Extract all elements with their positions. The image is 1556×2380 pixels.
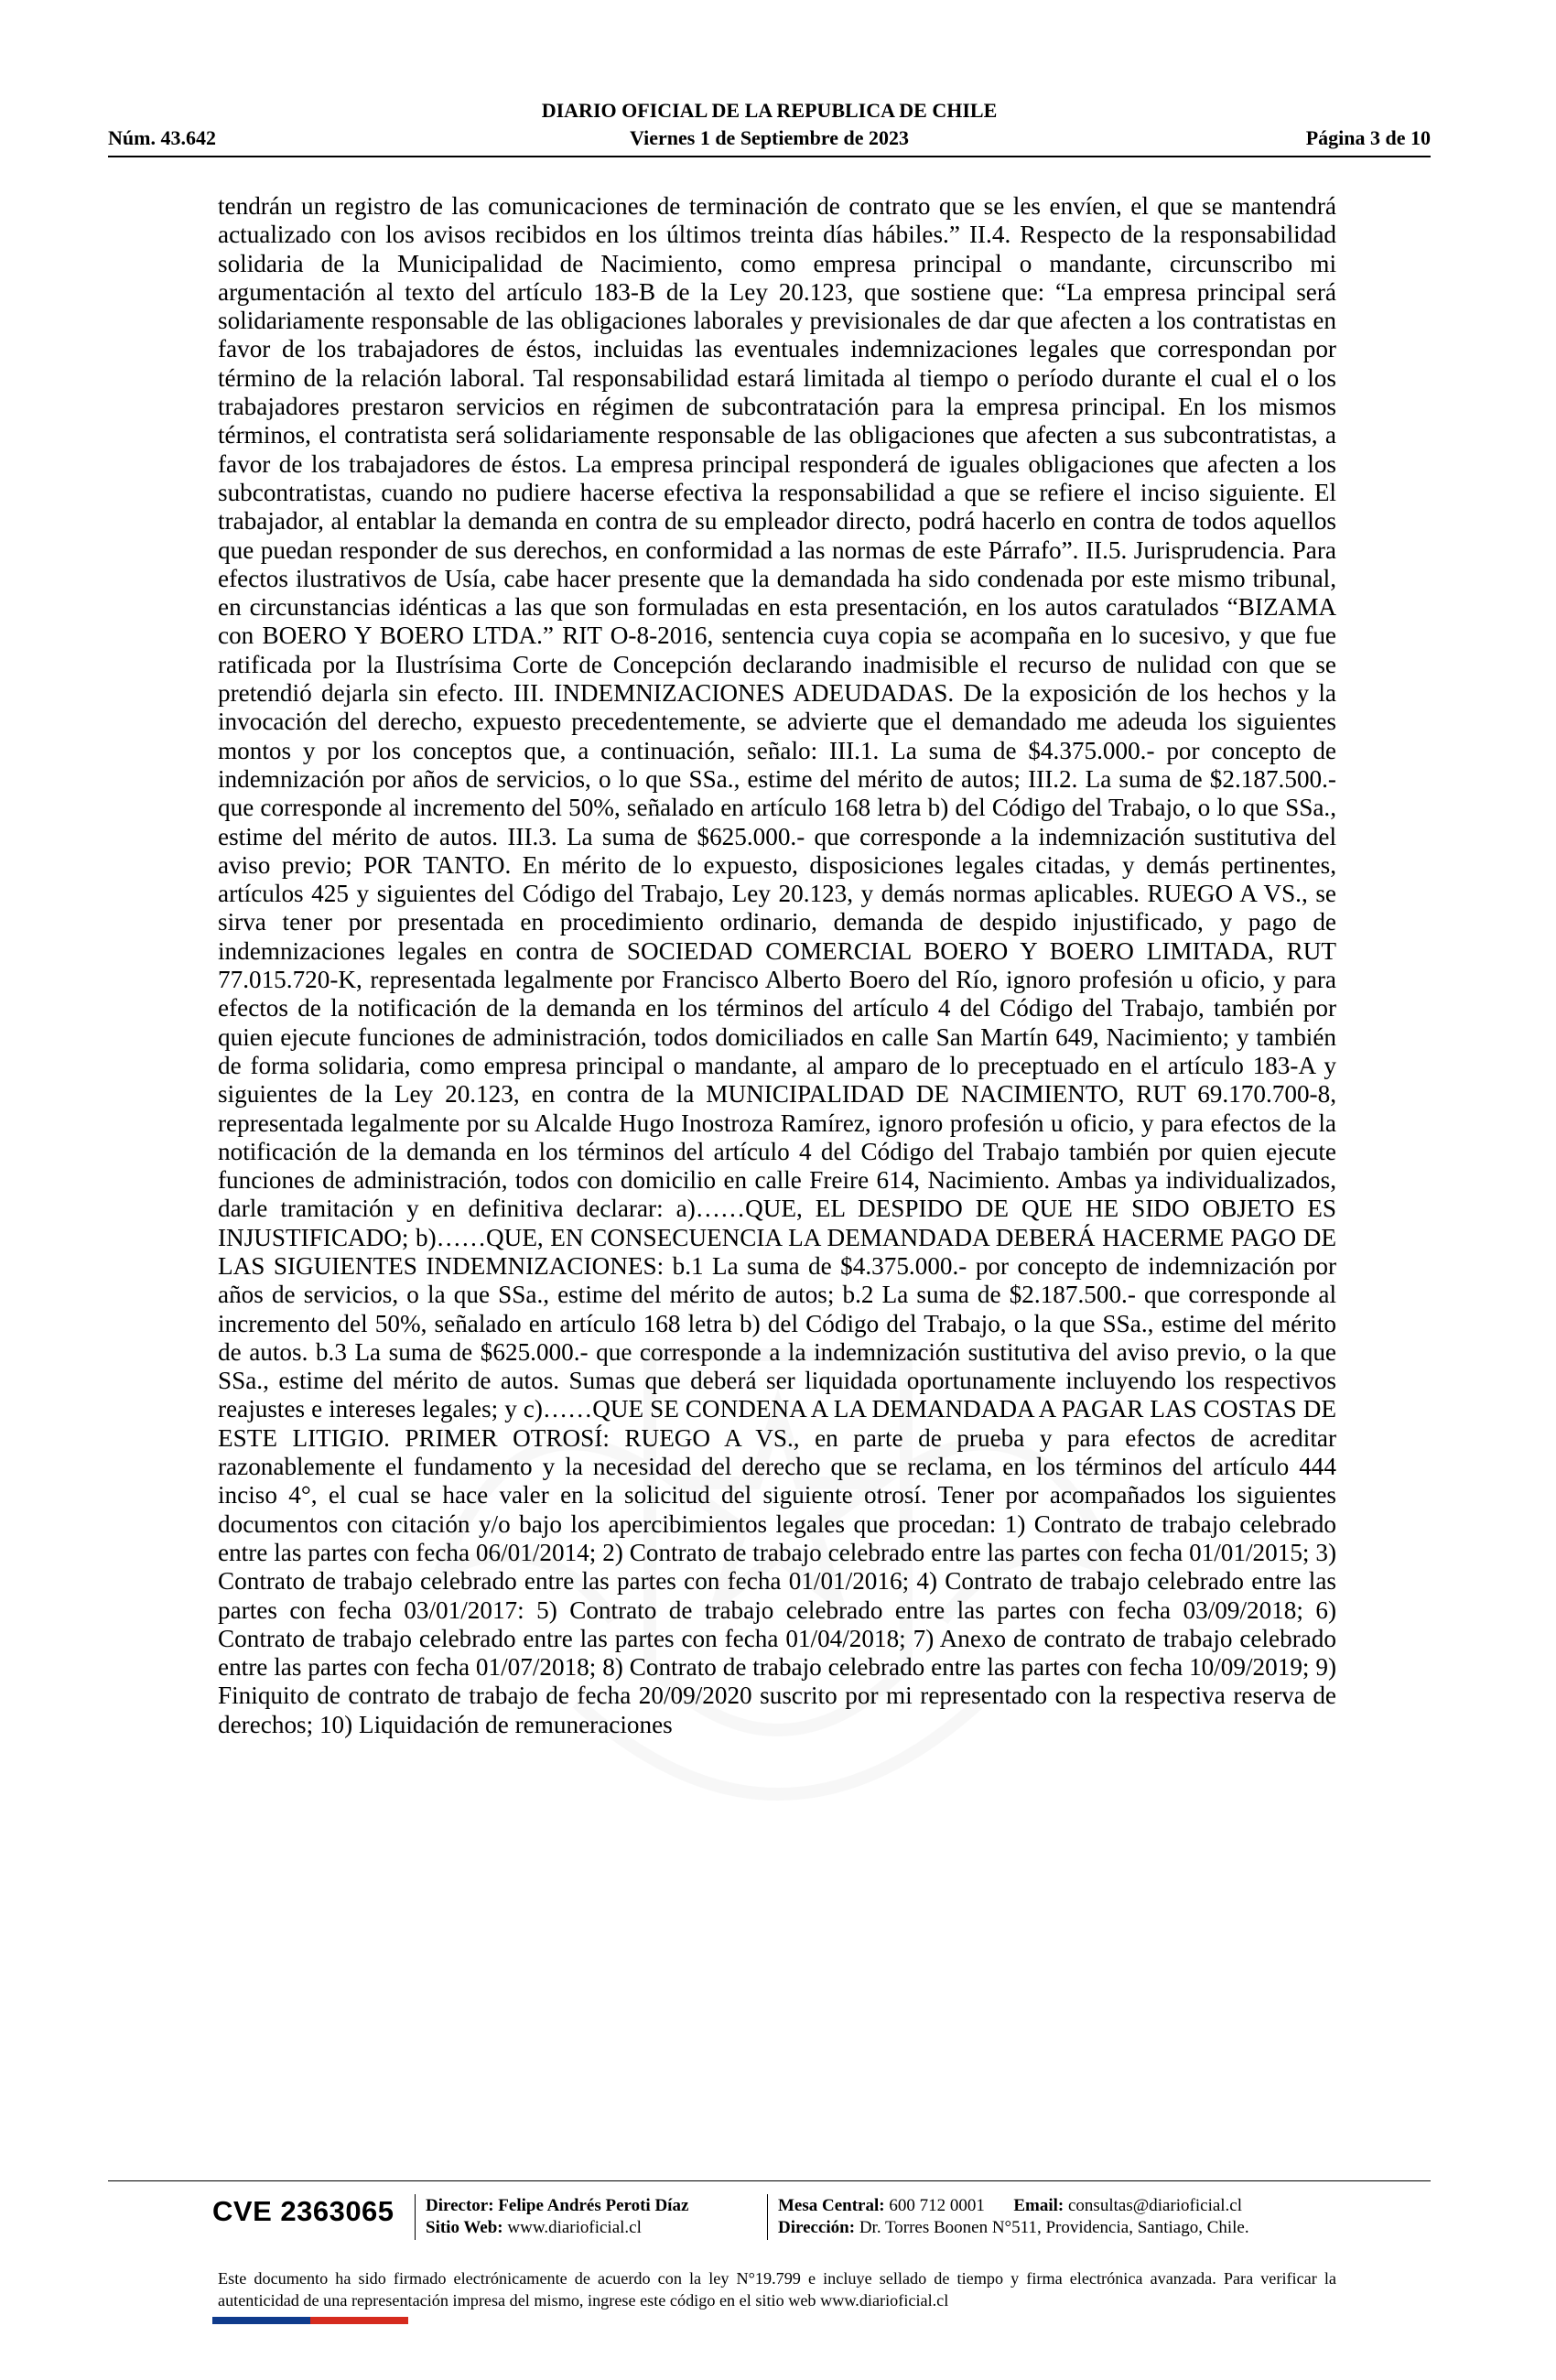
phone-label: Mesa Central: xyxy=(778,2196,885,2215)
phone-value: 600 712 0001 xyxy=(889,2196,985,2215)
email-link[interactable]: consultas@diarioficial.cl xyxy=(1068,2196,1243,2215)
director-label: Director: xyxy=(426,2196,494,2215)
footer-separator xyxy=(415,2194,416,2240)
footer-contact-block xyxy=(778,2195,1249,2239)
page-header xyxy=(108,92,1431,163)
email-label: Email: xyxy=(1013,2196,1064,2215)
flag-color-bar xyxy=(212,2317,408,2324)
footer-divider xyxy=(108,2180,1431,2181)
flag-blue-segment xyxy=(212,2317,310,2324)
footer-director-block xyxy=(426,2195,688,2239)
address-label: Dirección: xyxy=(778,2218,856,2237)
electronic-signature-note: Este documento ha sido firmado electrónicamente de acuerdo con la ley N°19.799 e incluye sellado de tiempo y firma electrónica avanzada. Para verificar la autenticidad de una representación impresa del mismo, ingrese este código en el sitio web www.diarioficial.cl xyxy=(218,2269,1336,2310)
cve-code: CVE 2363065 xyxy=(212,2195,394,2227)
header-divider xyxy=(108,156,1431,157)
issue-number: Núm. 43.642 xyxy=(108,126,216,149)
publication-date: Viernes 1 de Septiembre de 2023 xyxy=(630,126,909,149)
website-link[interactable]: www.diarioficial.cl xyxy=(507,2218,642,2237)
director-name: Felipe Andrés Peroti Díaz xyxy=(498,2196,689,2215)
document-body: tendrán un registro de las comunicaciones de terminación de contrato que se les envíen, el que se mantendrá actualizado con los avisos recibidos en los últimos treinta días hábiles.” II.4. Respecto de la responsabilidad solidaria de la Municipalidad de Nacimiento, como empresa principal o mandante, circunscribo mi argumentación al texto del artículo 183-B de la Ley 20.123, que sostiene que: “La empresa principal será solidariamente responsable de las obligaciones laborales y previsionales de dar que afecten a los contratistas en favor de los trabajadores de éstos, incluidas las eventuales indemnizaciones legales que correspondan por término de la relación laboral. Tal responsabilidad estará limitada al tiempo o período durante el cual el o los trabajadores prestaron servicios en régimen de subcontratación para la empresa principal. En los mismos términos, el contratista será solidariamente responsable de las obligaciones que afecten a sus subcontratistas, a favor de los trabajadores de éstos. La empresa principal responderá de iguales obligaciones que afecten a los subcontratistas, cuando no pudiere hacerse efectiva la responsabilidad a que se refiere el inciso siguiente. El trabajador, al entablar la demanda en contra de su empleador directo, podrá hacerlo en contra de todos aquellos que puedan responder de sus derechos, en conformidad a las normas de este Párrafo”. II.5. Jurisprudencia. Para efectos ilustrativos de Usía, cabe hacer presente que la demandada ha sido condenada por este mismo tribunal, en circunstancias idénticas a las que son formuladas en esta presentación, en los autos caratulados “BIZAMA con BOERO Y BOERO LTDA.” RIT O-8-2016, sentencia cuya copia se acompaña en lo sucesivo, y que fue ratificada por la Ilustrísima Corte de Concepción declarando inadmisible el recurso de nulidad con que se pretendió dejarla sin efecto. III. INDEMNIZACIONES ADEUDADAS. De la exposición de los hechos y la invocación del derecho, expuesto precedentemente, se advierte que el demandado me adeuda los siguientes montos y por los conceptos que, a continuación, señalo: III.1. La suma de $4.375.000.- por concepto de indemnización por años de servicios, o lo que SSa., estime del mérito de autos; III.2. La suma de $2.187.500.- que corresponde al incremento del 50%, señalado en artículo 168 letra b) del Código del Trabajo, o lo que SSa., estime del mérito de autos. III.3. La suma de $625.000.- que corresponde a la indemnización sustitutiva del aviso previo; POR TANTO. En mérito de lo expuesto, disposiciones legales citadas, y demás pertinentes, artículos 425 y siguientes del Código del Trabajo, Ley 20.123, y demás normas aplicables. RUEGO A VS., se sirva tener por presentada en procedimiento ordinario, demanda de despido injustificado, y pago de indemnizaciones legales en contra de SOCIEDAD COMERCIAL BOERO Y BOERO LIMITADA, RUT 77.015.720-K, representada legalmente por Francisco Alberto Boero del Río, ignoro profesión u oficio, y para efectos de la notificación de la demanda en los términos del artículo 4 del Código del Trabajo, también por quien ejecute funciones de administración, todos domiciliados en calle San Martín 649, Nacimiento; y también de forma solidaria, como empresa principal o mandante, al amparo de lo preceptuado en el artículo 183-A y siguientes de la Ley 20.123, en contra de la MUNICIPALIDAD DE NACIMIENTO, RUT 69.170.700-8, representada legalmente por su Alcalde Hugo Inostroza Ramírez, ignoro profesión u oficio, y para efectos de la notificación de la demanda en los términos del artículo 4 del Código del Trabajo también por quien ejecute funciones de administración, todos con domicilio en calle Freire 614, Nacimiento. Ambas ya individualizados, darle tramitación y en definitiva declarar: a)……QUE, EL DESPIDO DE QUE HE SIDO OBJETO ES INJUSTIFICADO; b)……QUE, EN CONSECUENCIA LA DEMANDADA DEBERÁ HACERME PAGO DE LAS SIGUIENTES INDEMNIZACIONES: b.1 La suma de $4.375.000.- por concepto de indemnización por años de servicios, o la que SSa., estime del mérito de autos; b.2 La suma de $2.187.500.- que corresponde al incremento del 50%, señalado en artículo 168 letra b) del Código del Trabajo, o la que SSa., estime del mérito de autos. b.3 La suma de $625.000.- que corresponde a la indemnización sustitutiva del aviso previo, o la que SSa., estime del mérito de autos. Sumas que deberá ser liquidada oportunamente incluyendo los respectivos reajustes e intereses legales; y c)……QUE SE CONDENA A LA DEMANDADA A PAGAR LAS COSTAS DE ESTE LITIGIO. PRIMER OTROSÍ: RUEGO A VS., en parte de prueba y para efectos de acreditar razonablemente el fundamento y la necesidad del derecho que se reclama, en los términos del artículo 444 inciso 4°, el cual se hace valer en la solicitud del siguiente otrosí. Tener por acompañados los siguientes documentos con citación y/o bajo los apercibimientos legales que procedan: 1) Contrato de trabajo celebrado entre las partes con fecha 06/01/2014; 2) Contrato de trabajo celebrado entre las partes con fecha 01/01/2015; 3) Contrato de trabajo celebrado entre las partes con fecha 01/01/2016; 4) Contrato de trabajo celebrado entre las partes con fecha 03/01/2017: 5) Contrato de trabajo celebrado entre las partes con fecha 03/09/2018; 6) Contrato de trabajo celebrado entre las partes con fecha 01/04/2018; 7) Anexo de contrato de trabajo celebrado entre las partes con fecha 01/07/2018; 8) Contrato de trabajo celebrado entre las partes con fecha 10/09/2019; 9) Finiquito de contrato de trabajo de fecha 20/09/2020 suscrito por mi representado con la respectiva reserva de derechos; 10) Liquidación de remuneraciones xyxy=(218,192,1336,1738)
footer-separator xyxy=(767,2194,768,2240)
publication-title: DIARIO OFICIAL DE LA REPUBLICA DE CHILE xyxy=(541,99,998,122)
flag-red-segment xyxy=(310,2317,408,2324)
address-value: Dr. Torres Boonen N°511, Providencia, Santiago, Chile. xyxy=(859,2218,1249,2237)
page-number: Página 3 de 10 xyxy=(1305,126,1431,149)
website-label: Sitio Web: xyxy=(426,2218,503,2237)
